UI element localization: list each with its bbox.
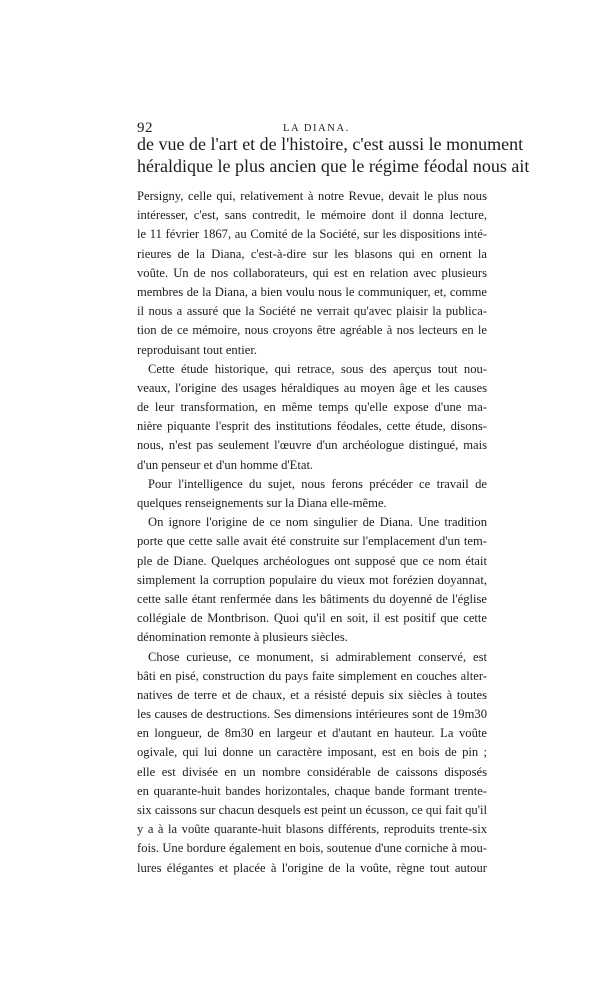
text-line: porte que cette salle avait été construite sur l'emplacement d'un tem-	[137, 534, 487, 549]
text-line: bâti en pisé, construction du pays faite simplement en couches alter-	[137, 668, 487, 683]
text-line: rieures de la Diana, c'est-à-dire sur les blasons qui en ornent la	[137, 246, 487, 261]
text-line: Chose curieuse, ce monument, si admirablement conservé, est	[148, 649, 487, 664]
text-line: d'un penseur et d'un homme d'Etat.	[137, 457, 314, 472]
text-line: en quarante-huit bandes horizontales, chaque bande formant trente-	[137, 783, 487, 798]
text-line: de leur transformation, en même temps qu'elle expose d'une ma-	[137, 400, 487, 415]
text-line: en longueur, de 8m30 en largeur et d'autant en hauteur. La voûte	[137, 726, 487, 741]
text-line: elle est divisée en un nombre considérable de caissons disposés	[137, 764, 487, 779]
text-line: cette salle étant renfermée dans les bâtiments du doyenné de l'église	[137, 591, 487, 606]
text-line: six caissons sur chacun desquels est peint un écusson, ce qui fait qu'il	[137, 803, 487, 817]
text-line: il nous a assuré que la Société ne verrait qu'avec plaisir la publica-	[137, 304, 487, 319]
text-line: intéresser, c'est, sans contredit, le mémoire dont il donna lecture,	[137, 208, 487, 223]
text-line: les causes de destructions. Ses dimensions intérieures sont de 19m30	[137, 707, 487, 722]
text-line: voûte. Un de nos collaborateurs, qui est en relation avec plusieurs	[137, 265, 487, 280]
text-line: Cette étude historique, qui retrace, sous des aperçus tout nou-	[148, 361, 487, 376]
text-line: quelques renseignements sur la Diana elle-même.	[137, 496, 387, 510]
text-line: membres de la Diana, a bien voulu nous le communiquer, et, comme	[137, 284, 487, 299]
text-line: le 11 février 1867, au Comité de la Société, sur les dispositions inté-	[137, 227, 487, 242]
text-line: On ignore l'origine de ce nom singulier de Diana. Une tradition	[148, 515, 487, 530]
text-line: y a à la voûte quarante-huit blasons différents, reproduits trente-six	[137, 822, 487, 837]
text-line: lures élégantes et placée à l'origine de la voûte, règne tout autour	[137, 860, 487, 875]
text-line: collégiale de Montbrison. Quoi qu'il en soit, il est positif que cette	[137, 611, 487, 626]
text-line: ple de Diane. Quelques archéologues ont supposé que ce nom était	[137, 553, 487, 568]
text-line: dénomination remonte à plusieurs siècles.	[137, 630, 348, 645]
text-line: tion de ce mémoire, nous croyons être agréable à nos lecteurs en le	[137, 323, 487, 338]
text-line: natives de terre et de chaux, et a résisté depuis six siècles à toutes	[137, 687, 487, 702]
body-text	[137, 187, 487, 878]
text-line: nière piquante l'esprit des institutions féodales, cette étude, disons-	[137, 419, 487, 434]
page-number: 92	[137, 120, 153, 136]
text-line: Pour l'intelligence du sujet, nous ferons précéder ce travail de	[148, 476, 487, 491]
heading-line: de vue de l'art et de l'histoire, c'est aussi le monument	[137, 134, 524, 154]
heading-line: héraldique le plus ancien que le régime féodal nous ait	[137, 156, 530, 176]
text-line: fois. Une bordure également en bois, soutenue d'une corniche à mou-	[137, 841, 487, 856]
text-line: Persigny, celle qui, relativement à notre Revue, devait le plus nous	[137, 189, 487, 203]
text-line: simplement la corruption populaire du vieux mot forézien doyannat,	[137, 572, 487, 587]
text-line: ogivale, qui lui donne un caractère imposant, est en bois de pin ;	[137, 745, 487, 760]
text-line: reproduisant tout entier.	[137, 342, 257, 357]
text-line: nous, n'est pas seulement l'œuvre d'un archéologue distingué, mais	[137, 438, 487, 453]
running-title: LA DIANA.	[283, 123, 350, 134]
text-line: veaux, l'origine des usages héraldiques au moyen âge et les causes	[137, 380, 487, 395]
